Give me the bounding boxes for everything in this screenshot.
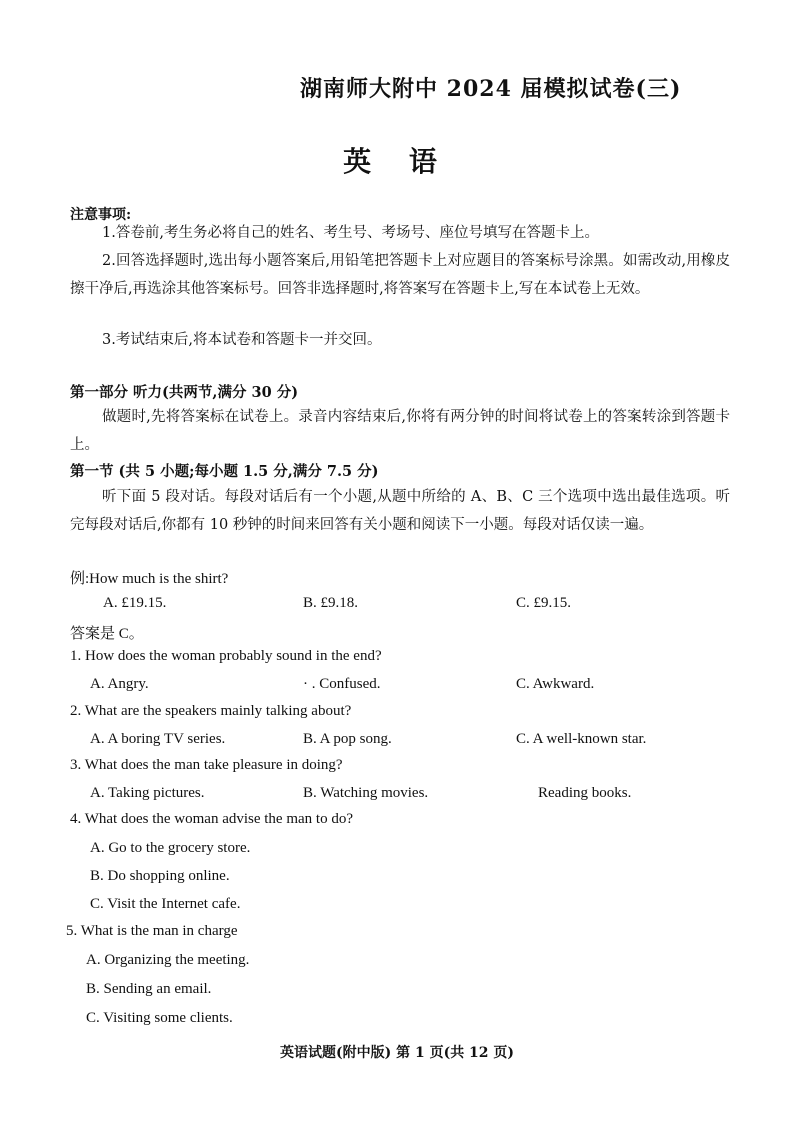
section1-instruction: 听下面 5 段对话。每段对话后有一个小题,从题中所给的 A、B、C 三个选项中选出最佳选项。听完每段对话后,你都有 10 秒钟的时间来回答有关小题和阅读下一小题。每段对话仅读一遍。 (70, 489, 730, 533)
example-option-c: C. £9.15. (516, 595, 572, 611)
q5-option-b: B. Sending an email. (86, 981, 212, 997)
note-item-2: 2.回答选择题时,选出每小题答案后,用铅笔把答题卡上对应题目的答案标号涂黑。如需改动,用橡皮擦干净后,再选涂其他答案标号。回答非选择题时,将答案写在答题卡上,写在本试卷上无效。 (70, 253, 730, 297)
school-title: 湖南师大附中 2024 届模拟试卷(三) (300, 76, 682, 102)
q3-option-a: A. Taking pictures. (90, 785, 205, 801)
q1-option-c: C. Awkward. (516, 676, 595, 692)
q1-option-b: · . Confused. (303, 676, 381, 692)
part1-heading: 第一部分 听力(共两节,满分 30 分) (70, 384, 299, 401)
example-answer: 答案是 C。 (70, 626, 144, 642)
question-4: 4. What does the woman advise the man to do? (70, 811, 353, 827)
example-question: 例:How much is the shirt? (70, 571, 229, 587)
notes-heading: 注意事项: (70, 207, 132, 223)
question-1: 1. How does the woman probably sound in the end? (70, 648, 382, 664)
q1-option-a: A. Angry. (90, 676, 149, 692)
example-option-a: A. £19.15. (103, 595, 167, 611)
q5-option-a: A. Organizing the meeting. (86, 952, 250, 968)
q3-option-c: Reading books. (538, 785, 632, 801)
example-option-b: B. £9.18. (303, 595, 359, 611)
subject-title: 英 语 (343, 145, 451, 178)
q4-option-b: B. Do shopping online. (90, 868, 230, 884)
section1-heading: 第一节 (共 5 小题;每小题 1.5 分,满分 7.5 分) (70, 463, 379, 480)
q5-option-c: C. Visiting some clients. (86, 1010, 233, 1026)
question-2: 2. What are the speakers mainly talking about? (70, 703, 352, 719)
q2-option-b: B. A pop song. (303, 731, 392, 747)
question-3: 3. What does the man take pleasure in doing? (70, 757, 343, 773)
note-item-3: 3.考试结束后,将本试卷和答题卡一并交回。 (102, 332, 382, 348)
q2-option-c: C. A well-known star. (516, 731, 647, 747)
q3-option-b: B. Watching movies. (303, 785, 429, 801)
q4-option-c: C. Visit the Internet cafe. (90, 896, 241, 912)
question-5: 5. What is the man in charge (66, 923, 238, 939)
part1-instruction: 做题时,先将答案标在试卷上。录音内容结束后,你将有两分钟的时间将试卷上的答案转涂到答题卡上。 (70, 409, 730, 453)
q2-option-a: A. A boring TV series. (90, 731, 226, 747)
q4-option-a: A. Go to the grocery store. (90, 840, 251, 856)
page-footer: 英语试题(附中版) 第 1 页(共 12 页) (279, 1045, 515, 1061)
note-item-1: 1.答卷前,考生务必将自己的姓名、考生号、考场号、座位号填写在答题卡上。 (102, 225, 599, 241)
